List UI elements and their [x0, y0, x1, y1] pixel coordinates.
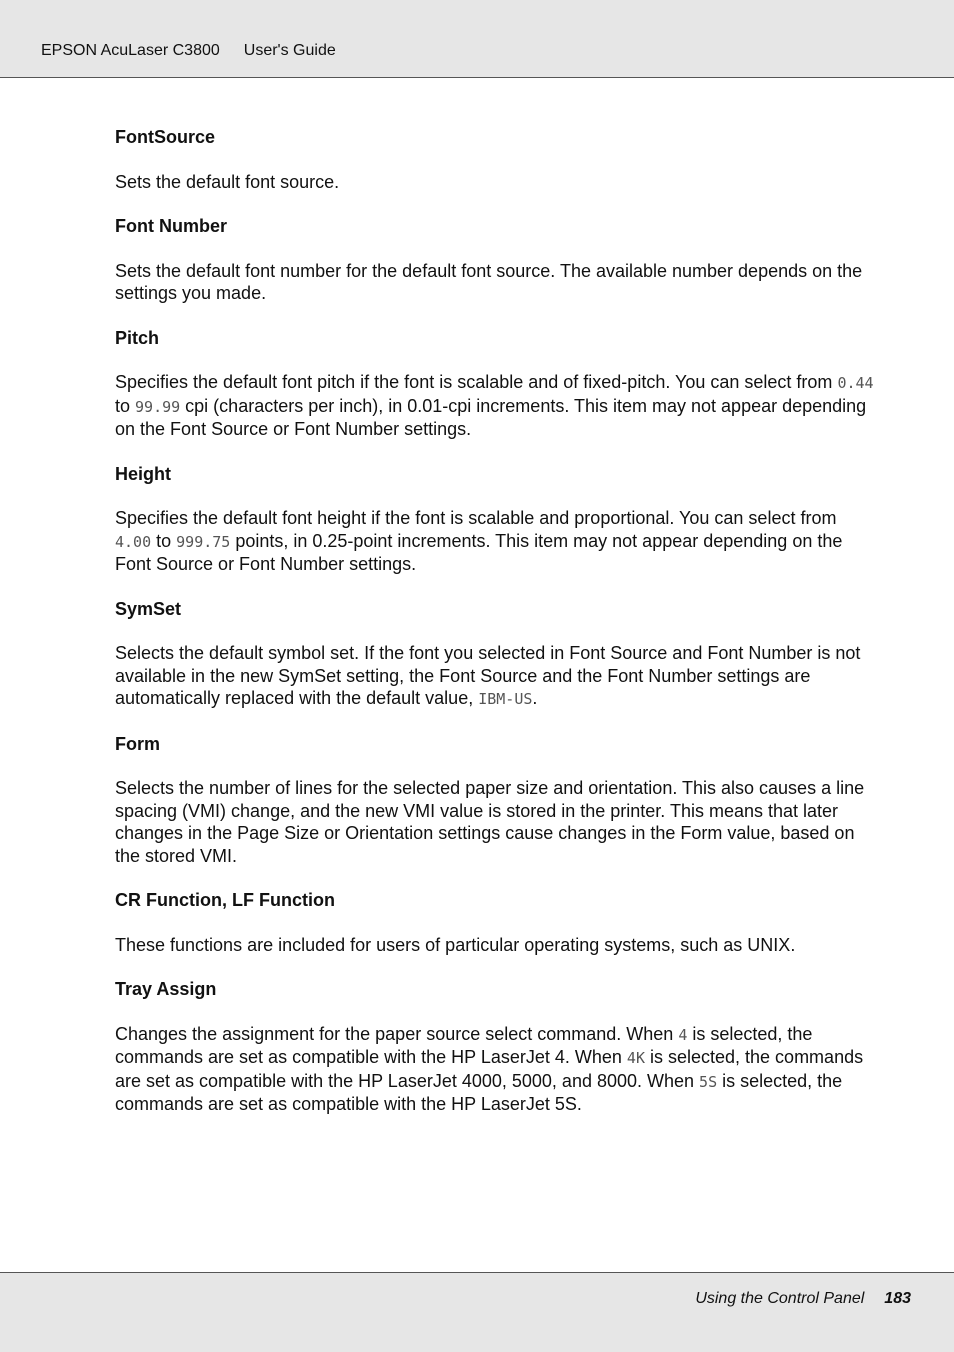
section-body-form: Selects the number of lines for the selected paper size and orientation. This also causes a line spacing (VMI) change, and the new VMI value is stored in the printer. This means that later changes in the Page Size or Orientation settings cause changes in the Form value, based on the stored VMI. — [115, 778, 865, 866]
page-number: 183 — [884, 1290, 911, 1307]
section-title-cr-lf-function: CR Function, LF Function — [115, 890, 335, 910]
section-body-tray-assign: Changes the assignment for the paper source select command. When 4 is selected, the commands are set as compatible with the HP LaserJet 4. When 4K is selected, the commands are set as compatible with the HP LaserJet 4000, 5000, and 8000. When 5S is selected, the commands are set as compatible with the HP LaserJet 5S. — [115, 1023, 864, 1114]
section-title-symset: SymSet — [115, 598, 182, 619]
section-title-font-number: Font Number — [115, 216, 227, 236]
section-title-tray-assign: Tray Assign — [115, 979, 217, 999]
main-content — [115, 126, 875, 1138]
page-footer — [0, 1272, 954, 1352]
value-code: 5S — [699, 1072, 718, 1091]
value-code: 4K — [626, 1049, 645, 1067]
footer-section-title: Using the Control Panel — [695, 1290, 865, 1307]
page-header — [0, 0, 954, 78]
section-title-form: Form — [115, 733, 160, 754]
value-code: IBM-US — [478, 690, 533, 708]
value-code: 0.44 — [837, 374, 874, 392]
section-title-pitch: Pitch — [115, 327, 160, 348]
section-title-height: Height — [115, 463, 171, 484]
section-body-pitch: Specifies the default font pitch if the font is scalable and of fixed-pitch. You can select from 0.44 to 99.99 cpi (characters per inch), in 0.01-cpi increments. This item may not appear depending on the Font Source or Font Number settings. — [115, 372, 874, 439]
section-body-font-number: Sets the default font number for the default font source. The available number depends on the settings you made. — [115, 260, 863, 303]
section-title-fontsource: FontSource — [115, 127, 216, 147]
value-code: 99.99 — [135, 397, 181, 416]
section-body-height: Specifies the default font height if the font is scalable and proportional. You can select from 4.00 to 999.75 points, in 0.25-point increments. This item may not appear depending on the Font Source or Font Number settings. — [115, 508, 843, 574]
section-body-symset: Selects the default symbol set. If the font you selected in Font Source and Font Number is not available in the new SymSet setting, the Font Source and the Font Number settings are automatically replaced with the default value, IBM-US. — [115, 643, 861, 708]
value-code: 4.00 — [115, 532, 152, 551]
footer-label — [695, 1290, 911, 1308]
section-body-cr-lf-function: These functions are included for users of particular operating systems, such as UNIX. — [115, 934, 796, 955]
header-title — [41, 42, 336, 60]
header-guide: User's Guide — [243, 42, 336, 59]
value-code: 4 — [678, 1025, 688, 1044]
header-product: EPSON AcuLaser C3800 — [41, 42, 220, 59]
value-code: 999.75 — [176, 532, 231, 551]
section-body-fontsource: Sets the default font source. — [115, 171, 340, 192]
